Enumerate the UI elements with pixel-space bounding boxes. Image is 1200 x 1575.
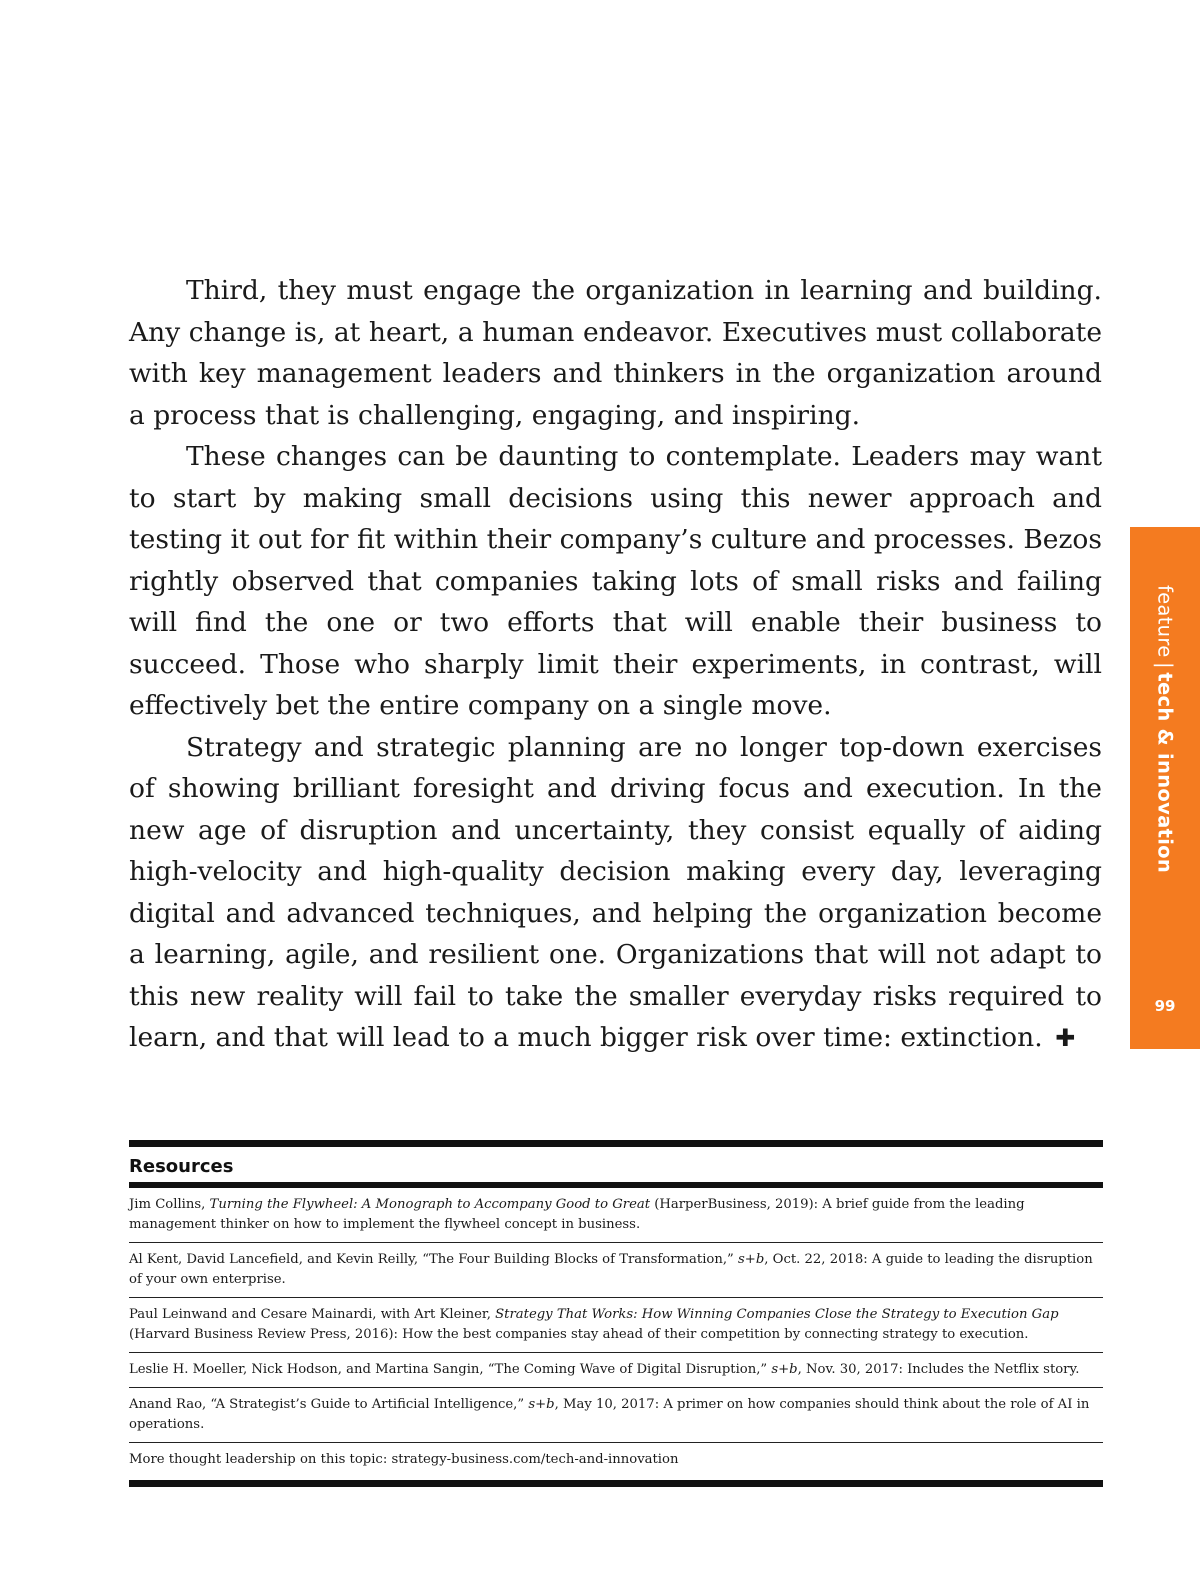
resource-text: , May 10, 2017: A primer on how companies should think about the role of AI in operations.	[129, 1397, 1090, 1432]
article-body	[129, 270, 1102, 1060]
resource-text: Jim Collins,	[129, 1197, 210, 1212]
paragraph-1: Third, they must engage the organization in learning and building. Any change is, at heart, a human endeavor. Executives must collaborate with key management leaders and thinkers in the organization around a process that is challenging, engaging, and inspiring.	[129, 275, 1102, 431]
resource-text: , Nov. 30, 2017: Includes the Netflix story.	[797, 1362, 1080, 1377]
page-number: 99	[1154, 997, 1176, 1015]
resource-title: s+b	[738, 1252, 765, 1267]
resource-title: s+b	[528, 1397, 555, 1412]
resources-heading: Resources	[129, 1156, 234, 1177]
section-label	[1154, 585, 1177, 873]
resource-text: , Oct. 22, 2018: A guide to leading the disruption of your own enterprise.	[129, 1252, 1093, 1287]
resource-entry	[129, 1298, 1103, 1353]
resource-entry	[129, 1243, 1103, 1298]
section-tab	[1130, 527, 1200, 1049]
resource-entry	[129, 1388, 1103, 1443]
resource-more-link[interactable]	[129, 1443, 1103, 1477]
resource-text: Paul Leinwand and Cesare Mainardi, with Art Kleiner,	[129, 1307, 496, 1322]
paragraph-3	[129, 727, 1102, 1060]
section-divider: |	[1153, 661, 1177, 669]
section-topic: tech & innovation	[1153, 672, 1177, 874]
paragraph-2: These changes can be daunting to contemplate. Leaders may want to start by making small decisions using this newer approach and testing it out for fit within their company’s culture and processes. Bezos rightly observed that companies taking lots of small risks and failing will find the one or two efforts that will enable their business to succeed. Those who sharply limit their experiments, in contrast, will effectively bet the entire company on a single move.	[129, 441, 1102, 721]
resource-entry	[129, 1188, 1103, 1243]
paragraph-3-text: Strategy and strategic planning are no longer top-down exercises of showing brilliant foresight and driving focus and execution. In the new age of disruption and uncertainty, they consist equally of aiding high-velocity and high-​quality decision making every day, leveraging digital and advanced techniques, and helping the organization become a learning, agile, and resilient one. Organizations that will not adapt to this new reality will fail to take the smaller everyday risks required to learn, and that will lead to a much bigger risk over time: extinction.	[129, 731, 1102, 1053]
resource-text: Al Kent, David Lancefield, and Kevin Reilly, “The Four Building Blocks of Transformation,”	[129, 1252, 738, 1267]
resource-text: More thought leadership on this topic: strategy-business.com/tech-and-innovation	[129, 1452, 679, 1467]
resource-text: Anand Rao, “A Strategist’s Guide to Artificial Intelligence,”	[129, 1397, 529, 1412]
end-mark-icon: ✚	[1055, 1024, 1076, 1052]
resource-text: Leslie H. Moeller, Nick Hodson, and Martina Sangin, “The Coming Wave of Digital Disruption,”	[129, 1362, 772, 1377]
resources-bottom-rule	[129, 1480, 1103, 1487]
resource-entry	[129, 1353, 1103, 1388]
resource-title: s+b	[771, 1362, 798, 1377]
resource-title: Strategy That Works: How Winning Companies Close the Strategy to Execution Gap	[495, 1307, 1059, 1322]
resource-text: (Harvard Business Review Press, 2016): How the best companies stay ahead of their competition by connecting strategy to execution.	[129, 1327, 1029, 1342]
resource-text: (HarperBusiness, 2019): A brief guide from the leading management thinker on how to implement the flywheel concept in business.	[129, 1197, 1025, 1232]
resource-title: Turning the Flywheel: A Monograph to Accompany Good to Great	[209, 1197, 651, 1212]
resources-box	[129, 1140, 1103, 1487]
section-name: feature	[1153, 585, 1177, 658]
resources-top-rule	[129, 1140, 1103, 1147]
